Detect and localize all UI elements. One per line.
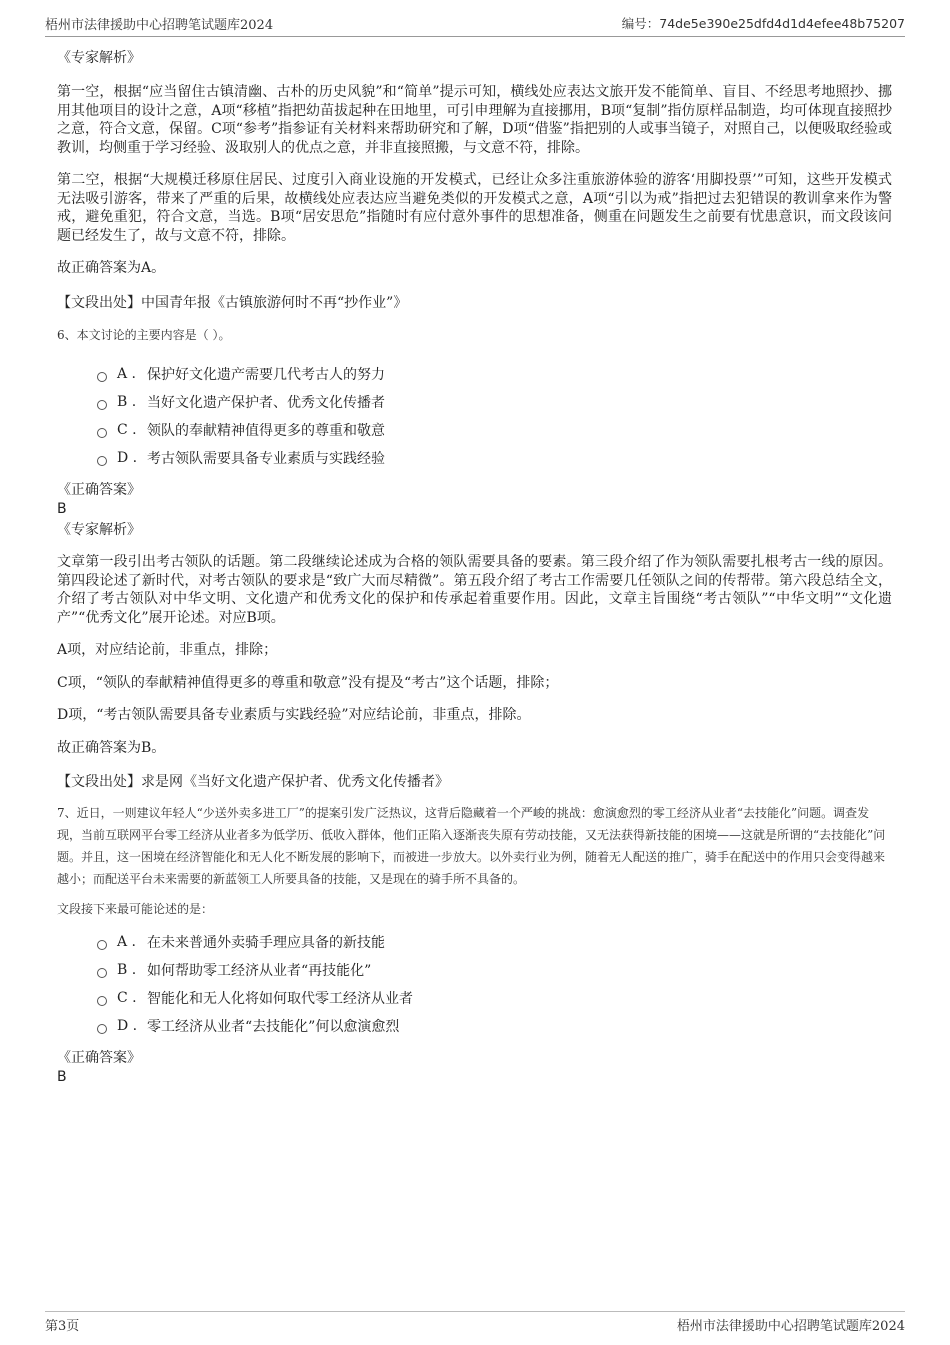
option-text: 如何帮助零工经济从业者“再技能化” <box>147 962 372 979</box>
option-text: 智能化和无人化将如何取代零工经济从业者 <box>147 990 413 1007</box>
header-title: 梧州市法律援助中心招聘笔试题库2024 <box>45 18 274 33</box>
option-c[interactable] <box>97 416 892 444</box>
option-text: 零工经济从业者“去技能化”何以愈演愈烈 <box>147 1018 400 1035</box>
expert-analysis-label: 《专家解析》 <box>57 522 141 538</box>
analysis-option-d: D项，“考古领队需要具备专业素质与实践经验”对应结论前，非重点，排除。 <box>57 707 531 723</box>
option-letter: A . <box>117 366 137 382</box>
option-letter: C . <box>117 422 137 438</box>
option-d[interactable] <box>97 1012 892 1040</box>
analysis-conclusion: 故正确答案为B。 <box>57 739 166 756</box>
analysis-option-a: A项，对应结论前，非重点，排除； <box>57 642 278 658</box>
radio-button-icon[interactable] <box>97 400 107 410</box>
radio-button-icon[interactable] <box>97 1024 107 1034</box>
analysis-option-c: C项，“领队的奉献精神值得更多的尊重和敬意”没有提及“考古”这个话题，排除； <box>57 674 559 691</box>
question-stem: 6、本文讨论的主要内容是（ ）。 <box>57 328 231 342</box>
radio-button-icon[interactable] <box>97 428 107 438</box>
page-footer <box>45 1311 905 1334</box>
option-letter: D . <box>117 1017 138 1034</box>
option-text: 考古领队需要具备专业素质与实践经验 <box>147 451 385 467</box>
option-text: 在未来普通外卖骑手理应具备的新技能 <box>147 934 385 951</box>
analysis-conclusion: 故正确答案为A。 <box>57 260 166 276</box>
option-b[interactable] <box>97 388 892 416</box>
radio-button-icon[interactable] <box>97 968 107 978</box>
analysis-paragraph: 第二空，根据“大规模迁移原住居民、过度引入商业设施的开发模式，已经让众多注重旅游体验的游客‘用脚投票’”可知，这些开发模式无法吸引游客，带来了严重的后果，故横线处应表达应当避免类似的开发模式之意，A项“引以为戒”指把过去犯错误的教训拿来作为警戒，避免重犯，符合文意，当选。B项“居安思危”指随时有应付意外事件的思想准备，侧重在问题发生之前要有忧患意识，而文段该问题已经发生了，故与文意不符，排除。 <box>57 172 892 244</box>
option-letter: D . <box>117 450 138 466</box>
page-content <box>57 46 892 1086</box>
page-header <box>45 14 905 37</box>
option-text: 领队的奉献精神值得更多的尊重和敬意 <box>147 423 385 439</box>
footer-title: 梧州市法律援助中心招聘笔试题库2024 <box>676 1319 905 1334</box>
option-letter: B . <box>117 961 137 978</box>
option-b[interactable] <box>97 956 892 984</box>
option-letter: C . <box>117 989 137 1006</box>
source-citation: 【文段出处】中国青年报《古镇旅游何时不再“抄作业”》 <box>57 294 408 311</box>
option-a[interactable] <box>97 928 892 956</box>
radio-button-icon[interactable] <box>97 372 107 382</box>
option-c[interactable] <box>97 984 892 1012</box>
question-stem: 7、近日，一则建议年轻人“少送外卖多进工厂”的提案引发广泛热议，这背后隐藏着一个严峻的挑战：愈演愈烈的零工经济从业者“去技能化”问题。调查发现，当前互联网平台零工经济从业者多为低学历、低收入群体，他们正陷入逐渐丧失原有劳动技能，又无法获得新技能的困境——这就是所谓的“去技能化”问题。并且，这一困境在经济智能化和无人化不断发展的影响下，而被进一步放大。以外卖行业为例，随着无人配送的推广，骑手在配送中的作用只会变得越来越小；而配送平台未来需要的新蓝领工人所要具备的技能，又是现在的骑手所不具备的。 <box>57 805 886 886</box>
correct-answer-label: 《正确答案》 <box>57 482 141 498</box>
header-code: 编号：74de5e390e25dfd4d1d4efee48b75207 <box>621 16 905 31</box>
radio-button-icon[interactable] <box>97 940 107 950</box>
expert-analysis-label: 《专家解析》 <box>57 50 141 66</box>
correct-answer-label: 《正确答案》 <box>57 1049 141 1066</box>
page-number: 第3页 <box>45 1319 80 1334</box>
radio-button-icon[interactable] <box>97 996 107 1006</box>
option-d[interactable] <box>97 444 892 472</box>
option-letter: A . <box>117 933 137 950</box>
source-citation: 【文段出处】求是网《当好文化遗产保护者、优秀文化传播者》 <box>57 774 449 790</box>
option-letter: B . <box>117 394 137 410</box>
analysis-paragraph: 文章第一段引出考古领队的话题。第二段继续论述成为合格的领队需要具备的要素。第三段介绍了作为领队需要扎根考古一线的原因。第四段论述了新时代，对考古领队的要求是“致广大而尽精微”。第五段介绍了考古工作需要几任领队之间的传帮带。第六段总结全文，介绍了考古领队对中华文明、文化遗产和优秀文化的保护和传承起着重要作用。因此，文章主旨围绕“考古领队”“中华文明”“文化遗产”“优秀文化”展开论述。对应B项。 <box>57 554 892 626</box>
option-text: 保护好文化遗产需要几代考古人的努力 <box>147 367 385 383</box>
analysis-paragraph: 第一空，根据“应当留住古镇清幽、古朴的历史风貌”和“简单”提示可知，横线处应表达文旅开发不能简单、盲目、不经思考地照抄、挪用其他项目的设计之意，A项“移植”指把幼苗拔起种在田地里，可引申理解为直接挪用，B项“复制”指仿原样品制造，均可体现直接照抄之意，符合文意，保留。C项“参考”指参证有关材料来帮助研究和了解，D项“借鉴”指把别的人或事当镜子，对照自己，以便吸取经验或教训，均侧重于学习经验、汲取别人的优点之意，并非直接照搬，与文意不符，排除。 <box>57 84 892 156</box>
question-prompt: 文段接下来最可能论述的是： <box>57 901 214 916</box>
option-a[interactable] <box>97 360 892 388</box>
option-text: 当好文化遗产保护者、优秀文化传播者 <box>147 395 385 411</box>
correct-answer: B <box>57 501 67 517</box>
correct-answer: B <box>57 1068 67 1085</box>
radio-button-icon[interactable] <box>97 456 107 466</box>
